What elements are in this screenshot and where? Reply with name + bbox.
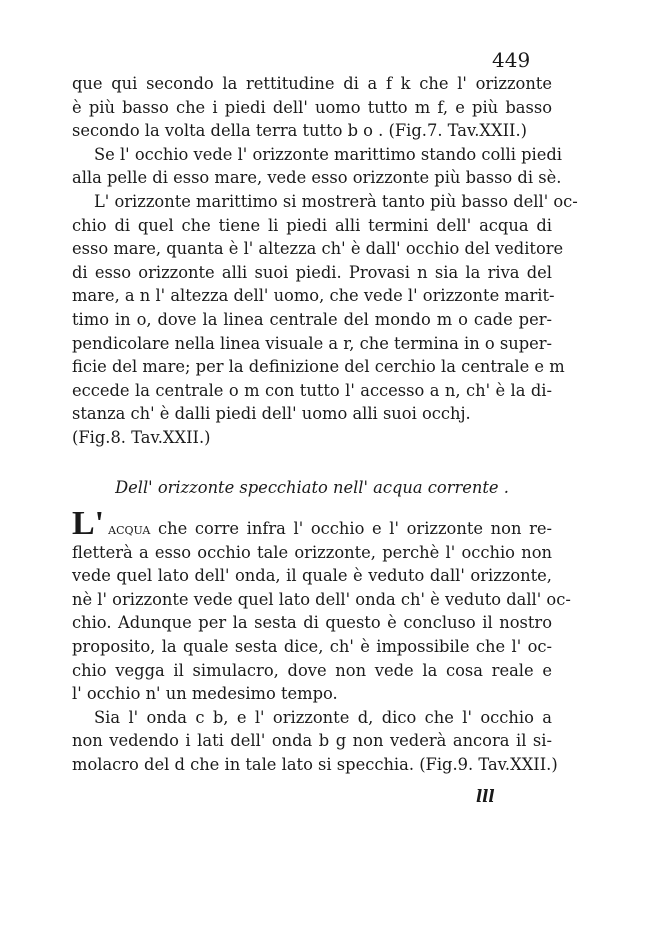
text-line: alla pelle di esso mare, vede esso orizzonte più basso di sè. bbox=[72, 168, 562, 188]
text-line: chio di quel che tiene li piedi alli termini dell' acqua di bbox=[72, 215, 552, 235]
text-line: timo in o, dove la linea centrale del mondo m o cade per- bbox=[72, 309, 552, 329]
text-line: Se l' occhio vede l' orizzonte marittimo stando colli piedi bbox=[94, 144, 562, 164]
catchword: lll bbox=[476, 787, 495, 806]
text-line: molacro del d che in tale lato si specchia. (Fig.9. Tav.XXII.) bbox=[72, 754, 558, 774]
drop-cap: L' bbox=[72, 505, 105, 542]
text-line: stanza ch' è dalli piedi dell' uomo alli suoi occhj. bbox=[72, 404, 471, 424]
section-title: Dell' orizzonte specchiato nell' acqua corrente . bbox=[115, 478, 509, 497]
text-line: L' orizzonte marittimo si mostrerà tanto più basso dell' oc- bbox=[94, 191, 578, 211]
text-line: nè l' orizzonte vede quel lato dell' onda ch' è veduto dall' oc- bbox=[72, 589, 571, 609]
text-fragment: che corre infra l' occhio e l' orizzonte non re- bbox=[150, 519, 552, 538]
text-line: chio vegga il simulacro, dove non vede la cosa reale e bbox=[72, 660, 552, 680]
paragraph-top bbox=[72, 72, 578, 450]
text-line: Sia l' onda c b, e l' orizzonte d, dico che l' occhio a bbox=[94, 707, 552, 727]
text-line: (Fig.8. Tav.XXII.) bbox=[72, 427, 211, 447]
text-line: esso mare, quanta è l' altezza ch' è dall' occhio del veditore bbox=[72, 239, 564, 259]
paragraph-bottom bbox=[72, 505, 571, 777]
text-line: mare, a n l' altezza dell' uomo, che vede l' orizzonte marit- bbox=[72, 286, 555, 306]
text-line: di esso orizzonte alli suoi piedi. Provasi n sia la riva del bbox=[72, 262, 552, 282]
smallcaps-word: acqua bbox=[108, 519, 151, 538]
text-line: fletterà a esso occhio tale orizzonte, perchè l' occhio non bbox=[72, 542, 552, 562]
text-line: pendicolare nella linea visuale a r, che termina in o super- bbox=[72, 333, 553, 353]
text-line: proposito, la quale sesta dice, ch' è impossibile che l' oc- bbox=[72, 636, 552, 656]
text-line: eccede la centrale o m con tutto l' accesso a n, ch' è la di- bbox=[72, 380, 552, 400]
text-line: ficie del mare; per la definizione del cerchio la centrale e m bbox=[72, 357, 565, 377]
text-line: l' occhio n' un medesimo tempo. bbox=[72, 684, 338, 704]
text-line: chio. Adunque per la sesta di questo è concluso il nostro bbox=[72, 613, 552, 633]
text-line: non vedendo i lati dell' onda b g non vederà ancora il si- bbox=[72, 731, 552, 751]
text-line: vede quel lato dell' onda, il quale è veduto dall' orizzonte, bbox=[72, 566, 552, 586]
text-line: è più basso che i piedi dell' uomo tutto m f, e più basso bbox=[72, 97, 552, 117]
text-line-first bbox=[72, 505, 552, 542]
page-number: 449 bbox=[492, 48, 531, 72]
text-line: que qui secondo la rettitudine di a f k che l' orizzonte bbox=[72, 74, 552, 93]
text-line: secondo la volta della terra tutto b o . (Fig.7. Tav.XXII.) bbox=[72, 121, 527, 141]
